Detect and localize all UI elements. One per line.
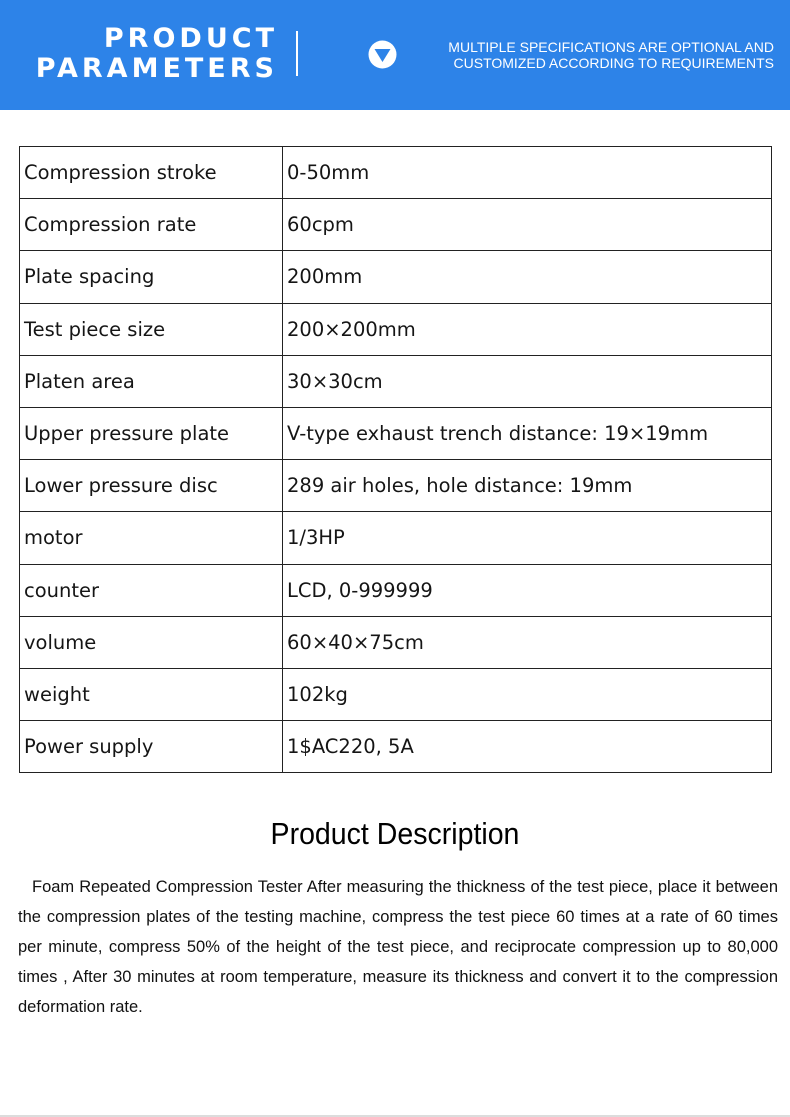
spec-value: 0-50mm xyxy=(283,147,772,199)
table-row xyxy=(20,147,772,199)
spec-label: Plate spacing xyxy=(20,251,283,303)
spec-value: 30×30cm xyxy=(283,355,772,407)
spec-value: 1$AC220, 5A xyxy=(283,721,772,773)
spec-label: Platen area xyxy=(20,355,283,407)
banner-title-line2: PARAMETERS xyxy=(35,53,278,84)
table-row xyxy=(20,303,772,355)
table-row xyxy=(20,407,772,459)
table-row xyxy=(20,460,772,512)
banner-divider xyxy=(296,31,298,76)
spec-label: weight xyxy=(20,668,283,720)
description-body xyxy=(18,872,778,1022)
spec-label: Lower pressure disc xyxy=(20,460,283,512)
spec-label: Compression stroke xyxy=(20,147,283,199)
spec-value: 289 air holes, hole distance: 19mm xyxy=(283,460,772,512)
spec-label: Test piece size xyxy=(20,303,283,355)
spec-value: V-type exhaust trench distance: 19×19mm xyxy=(283,407,772,459)
banner-subtitle-line2: CUSTOMIZED ACCORDING TO REQUIREMENTS xyxy=(453,55,774,71)
spec-label: Upper pressure plate xyxy=(20,407,283,459)
description-text: Foam Repeated Compression Tester After measuring the thickness of the test piece, place it between the compression plates of the testing machine, compress the test piece 60 times at a rate of 60 times per minute, compress 50% of the height of the test piece, and reciprocate compression up to 80,000 times , After 30 minutes at room temperature, measure its thickness and convert it to the compression deformation rate. xyxy=(18,878,778,1016)
banner-subtitle-line1: MULTIPLE SPECIFICATIONS ARE OPTIONAL AND xyxy=(448,39,774,55)
table-row xyxy=(20,564,772,616)
banner-title-line1: PRODUCT xyxy=(103,23,278,54)
spec-value: 1/3HP xyxy=(283,512,772,564)
spec-value: 102kg xyxy=(283,668,772,720)
table-row xyxy=(20,512,772,564)
spec-table xyxy=(19,146,772,773)
spec-value: 200×200mm xyxy=(283,303,772,355)
table-row xyxy=(20,616,772,668)
spec-value: 60cpm xyxy=(283,199,772,251)
spec-value: 200mm xyxy=(283,251,772,303)
table-row xyxy=(20,668,772,720)
spec-label: counter xyxy=(20,564,283,616)
table-row xyxy=(20,355,772,407)
header-banner xyxy=(0,0,790,110)
spec-value: LCD, 0-999999 xyxy=(283,564,772,616)
table-row xyxy=(20,199,772,251)
spec-label: volume xyxy=(20,616,283,668)
spec-label: motor xyxy=(20,512,283,564)
description-title: Product Description xyxy=(270,816,520,851)
banner-title xyxy=(0,24,278,84)
table-row xyxy=(20,721,772,773)
banner-subtitle xyxy=(374,39,774,71)
spec-label: Compression rate xyxy=(20,199,283,251)
table-row xyxy=(20,251,772,303)
spec-value: 60×40×75cm xyxy=(283,616,772,668)
spec-label: Power supply xyxy=(20,721,283,773)
